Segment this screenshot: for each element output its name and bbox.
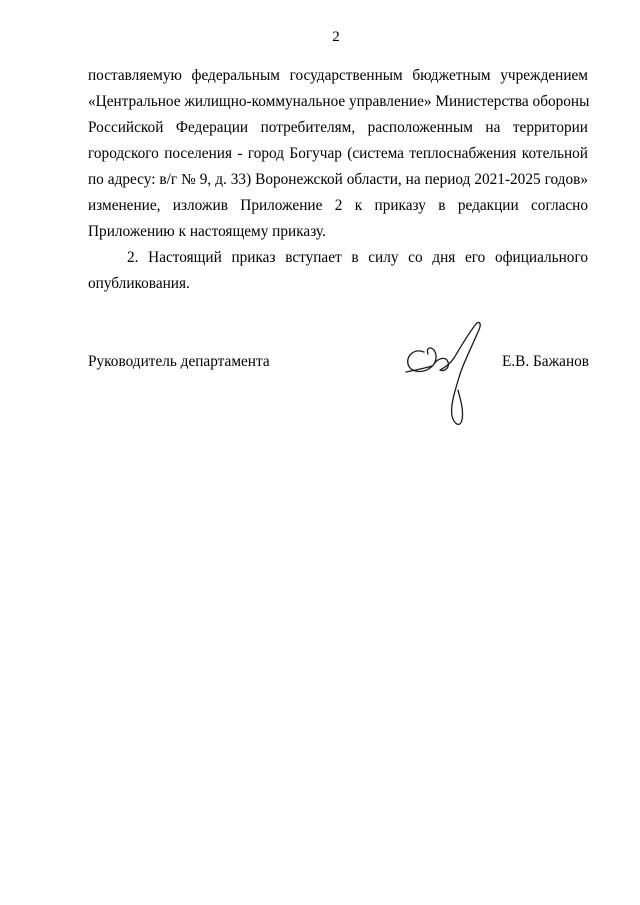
paragraph-1-line-5: по адресу: в/г № 9, д. 33) Воронежской области, на период 2021-2025 годов» [88,171,588,188]
paragraph-1-line-3: Российской Федерации потребителям, расположенным на территории [88,119,588,136]
paragraph-1-line-4: городского поселения - город Богучар (система теплоснабжения котельной [88,145,588,162]
paragraph-2-line-2: опубликования. [88,275,190,292]
paragraph-1-line-6: изменение, изложив Приложение 2 к приказу в редакции согласно [88,197,588,214]
paragraph-1-line-1: поставляемую федеральным государственным бюджетным учреждением [88,67,588,84]
paragraph-1-line-7: Приложению к настоящему приказу. [88,223,326,240]
page-number: 2 [332,29,340,45]
signatory-name: Е.В. Бажанов [502,353,590,370]
paragraph-2-line-1: 2. Настоящий приказ вступает в силу со дня его официального [127,249,588,266]
paragraph-1-line-2: «Центральное жилищно-коммунальное управление» Министерства обороны [88,93,590,110]
handwritten-signature [400,318,500,430]
signature-position-label: Руководитель департамента [88,353,270,370]
